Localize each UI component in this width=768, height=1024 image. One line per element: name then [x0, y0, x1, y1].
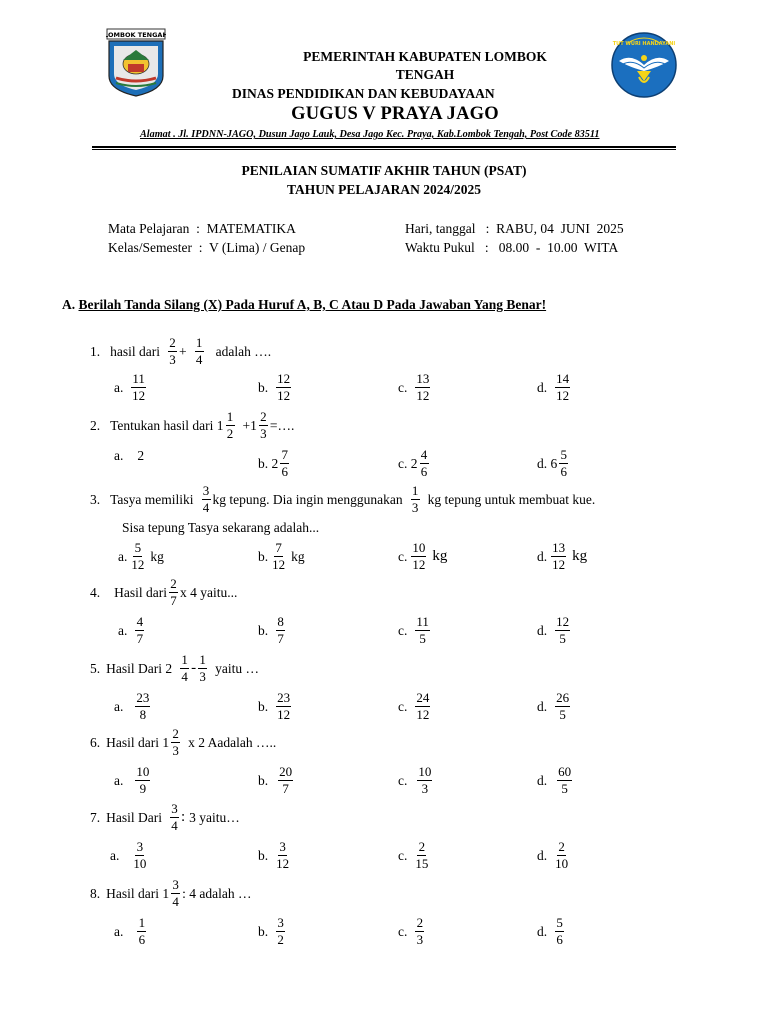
option-d[interactable]: d. $\frac{60}{5}$	[537, 764, 572, 796]
option-d[interactable]: d. $\frac{13}{12}$ kg	[537, 540, 588, 572]
question-7: 7. Hasil Dari $\frac{3}{4}$ : 3 yaitu…	[90, 801, 240, 833]
option-a[interactable]: a. $\frac{1}{6}$	[114, 915, 146, 947]
option-d[interactable]: d. $\frac{5}{6}$	[537, 915, 563, 947]
fraction: $\frac{4}{6}$	[420, 447, 428, 479]
fraction: $\frac{23}{8}$	[136, 690, 150, 722]
fraction: $\frac{10}{9}$	[136, 764, 150, 796]
tut-wuri-handayani-logo	[603, 31, 685, 99]
fraction: $\frac{3}{10}$	[133, 839, 147, 871]
group-name: GUGUS V PRAYA JAGO	[291, 104, 499, 124]
question-1: 1. hasil dari $\frac{2}{3}$ + $\frac{1}{4}$ adalah ….	[90, 335, 272, 367]
fraction: $\frac{60}{5}$	[558, 764, 572, 796]
fraction: $\frac{2}{15}$	[415, 839, 429, 871]
fraction: $\frac{11}{12}$	[132, 371, 146, 403]
fraction: $\frac{3}{2}$	[277, 915, 284, 947]
fraction: $\frac{1}{6}$	[138, 915, 146, 947]
fraction: $\frac{7}{6}$	[281, 447, 288, 479]
academic-year: TAHUN PELAJARAN 2024/2025	[286, 182, 481, 197]
fraction: $\frac{4}{7}$	[136, 614, 144, 646]
fraction: $\frac{2}{3}$	[416, 915, 424, 947]
option-b[interactable]: b. $\frac{12}{12}$	[258, 371, 291, 403]
question-2: 2. Tentukan hasil dari 1 $\frac{1}{2}$ +1 $\frac{2}{3}$ =….	[90, 409, 295, 441]
fraction: $\frac{13}{12}$	[552, 540, 566, 572]
fraction: $\frac{2}{10}$	[555, 839, 569, 871]
date-info: Hari, tanggal : RABU, 04 JUNI 2025	[405, 221, 624, 236]
option-a[interactable]: a. $\frac{23}{8}$	[114, 690, 150, 722]
fraction: $\frac{3}{4}$	[171, 801, 178, 833]
section-letter: A.	[62, 297, 79, 312]
option-b[interactable]: b. $\frac{8}{7}$	[258, 614, 284, 646]
option-d[interactable]: d. $\frac{12}{5}$	[537, 614, 570, 646]
department-name: DINAS PENDIDIKAN DAN KEBUDAYAAN	[232, 86, 495, 101]
question-6: 6. Hasil dari 1 $\frac{2}{3}$ x 2 Aadalah …..	[90, 726, 277, 758]
option-c[interactable]: c. $\frac{11}{5}$	[398, 614, 429, 646]
option-d[interactable]: d. 6 $\frac{5}{6}$	[537, 447, 567, 479]
fraction: $\frac{3}{4}$	[202, 483, 210, 515]
option-b[interactable]: b. $\frac{23}{12}$	[258, 690, 291, 722]
fraction: $\frac{23}{12}$	[277, 690, 291, 722]
option-a[interactable]: a. $\frac{3}{10}$	[110, 839, 147, 871]
option-c[interactable]: c. 2 $\frac{4}{6}$	[398, 447, 428, 479]
fraction: $\frac{10}{12}$	[412, 540, 426, 572]
logo-right-text: TUT WURI HANDAYANI	[612, 41, 676, 47]
subject-info: Mata Pelajaran : MATEMATIKA	[108, 221, 296, 236]
fraction: $\frac{1}{3}$	[199, 652, 206, 684]
question-5: 5. Hasil Dari 2 $\frac{1}{4}$ - $\frac{1}{3}$ yaitu …	[90, 652, 259, 684]
header-divider	[92, 146, 676, 148]
question-4: 4. Hasil dari $\frac{2}{7}$ x 4 yaitu...	[90, 576, 238, 608]
fraction: $\frac{12}{5}$	[556, 614, 570, 646]
question-number: 1.	[90, 343, 101, 359]
fraction: $\frac{24}{12}$	[416, 690, 430, 722]
option-d[interactable]: d. $\frac{26}{5}$	[537, 690, 570, 722]
option-c[interactable]: c. $\frac{13}{12}$	[398, 371, 430, 403]
fraction: $\frac{26}{5}$	[556, 690, 570, 722]
fraction: $\frac{8}{7}$	[277, 614, 284, 646]
lombok-tengah-logo	[106, 28, 166, 98]
fraction: $\frac{1}{4}$	[181, 652, 188, 684]
option-d[interactable]: d. $\frac{2}{10}$	[537, 839, 569, 871]
fraction: $\frac{13}{12}$	[416, 371, 430, 403]
fraction: $\frac{20}{7}$	[279, 764, 293, 796]
fraction: $\frac{3}{12}$	[276, 839, 290, 871]
address-line: Alamat . Jl. IPDNN-JAGO, Dusun Jago Lauk, Desa Jago Kec. Praya, Kab.Lombok Tengah, Post Code 83511	[140, 129, 600, 140]
option-a[interactable]: a. $\frac{5}{12}$ kg	[118, 540, 164, 572]
fraction: $\frac{5}{12}$	[131, 540, 145, 572]
fraction: $\frac{12}{12}$	[277, 371, 291, 403]
option-c[interactable]: c. $\frac{10}{12}$ kg	[398, 540, 448, 572]
option-b[interactable]: b. $\frac{3}{2}$	[258, 915, 284, 947]
fraction: $\frac{14}{12}$	[556, 371, 570, 403]
time-info: Waktu Pukul : 08.00 - 10.00 WITA	[405, 240, 619, 255]
option-c[interactable]: c. $\frac{2}{15}$	[398, 839, 429, 871]
option-a[interactable]: a. $\frac{11}{12}$	[114, 371, 146, 403]
logo-left-text: LOMBOK TENGAH	[106, 31, 166, 39]
fraction: $\frac{1}{2}$	[226, 409, 234, 441]
fraction: $\frac{1}{3}$	[411, 483, 419, 515]
header-divider-thin	[92, 149, 676, 150]
question-8: 8. Hasil dari 1 $\frac{3}{4}$ : 4 adalah …	[90, 877, 252, 909]
option-b[interactable]: b. $\frac{3}{12}$	[258, 839, 290, 871]
option-c[interactable]: c. $\frac{2}{3}$	[398, 915, 424, 947]
government-name: PEMERINTAH KABUPATEN LOMBOK TENGAH	[303, 49, 547, 82]
fraction: $\frac{7}{12}$	[272, 540, 286, 572]
fraction: $\frac{5}{6}$	[560, 447, 567, 479]
option-c[interactable]: c. $\frac{10}{3}$	[398, 764, 432, 796]
option-a[interactable]: a. $\frac{4}{7}$	[118, 614, 144, 646]
section-instruction: Berilah Tanda Silang (X) Pada Huruf A, B, C Atau D Pada Jawaban Yang Benar!	[78, 297, 547, 312]
fraction: $\frac{2}{7}$	[170, 576, 177, 608]
fraction: $\frac{5}{6}$	[556, 915, 563, 947]
fraction: $\frac{2}{3}$	[172, 726, 179, 758]
option-b[interactable]: b. $\frac{20}{7}$	[258, 764, 293, 796]
fraction: $\frac{2}{3}$	[260, 409, 267, 441]
question-3-continuation: Sisa tepung Tasya sekarang adalah...	[122, 520, 320, 535]
option-a[interactable]: a. 2	[114, 448, 145, 463]
exam-title: PENILAIAN SUMATIF AKHIR TAHUN (PSAT)	[241, 163, 527, 178]
option-b[interactable]: b. $\frac{7}{12}$ kg	[258, 540, 305, 572]
fraction: $\frac{10}{3}$	[418, 764, 432, 796]
option-c[interactable]: c. $\frac{24}{12}$	[398, 690, 430, 722]
class-info: Kelas/Semester : V (Lima) / Genap	[108, 240, 306, 255]
fraction: $\frac{2}{3}$	[169, 335, 176, 367]
fraction: $\frac{3}{4}$	[172, 877, 179, 909]
question-text: hasil dari	[110, 343, 160, 359]
fraction: $\frac{1}{4}$	[195, 335, 203, 367]
option-d[interactable]: d. $\frac{14}{12}$	[537, 371, 570, 403]
fraction: $\frac{11}{5}$	[416, 614, 429, 646]
option-b[interactable]: b. 2 $\frac{7}{6}$	[258, 447, 288, 479]
question-3: 3. Tasya memiliki $\frac{3}{4}$ kg tepung. Dia ingin menggunakan $\frac{1}{3}$ kg tepung untuk membuat kue.	[90, 483, 596, 515]
section-heading	[62, 297, 546, 313]
option-a[interactable]: a. $\frac{10}{9}$	[114, 764, 150, 796]
